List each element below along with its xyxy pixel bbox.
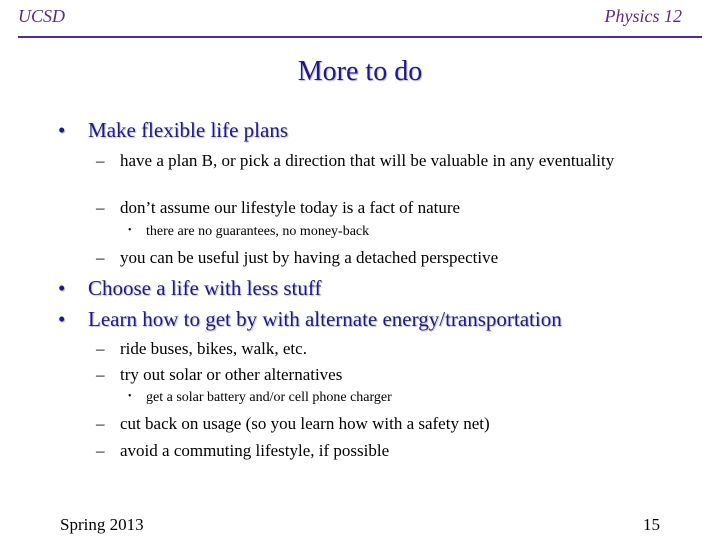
sub-bullet-text: avoid a commuting lifestyle, if possible bbox=[120, 441, 390, 460]
sub-bullet-text: try out solar or other alternatives bbox=[120, 365, 343, 384]
dash-mark: – bbox=[96, 365, 105, 384]
sub-bullet-item bbox=[96, 440, 616, 461]
sub-bullet-text: ride buses, bikes, walk, etc. bbox=[120, 339, 307, 358]
sub-bullet-item bbox=[96, 338, 616, 359]
slide-title: More to do bbox=[297, 56, 423, 87]
sub-sub-bullet-text: there are no guarantees, no money-back bbox=[146, 224, 370, 239]
sub-bullet-text: don’t assume our lifestyle today is a fact of nature bbox=[120, 198, 461, 217]
sub-bullet-item bbox=[96, 197, 616, 218]
sub-bullet-text: you can be useful just by having a detached perspective bbox=[120, 248, 499, 267]
sub-sub-bullet-item bbox=[128, 224, 369, 240]
bullet-mark: • bbox=[58, 307, 66, 331]
small-bullet-mark: • bbox=[128, 225, 132, 236]
dash-mark: – bbox=[96, 248, 105, 267]
bullet-item bbox=[58, 276, 322, 301]
bullet-text: Choose a life with less stuff bbox=[88, 276, 322, 300]
sub-bullet-text: have a plan B, or pick a direction that will be valuable in any eventuality bbox=[120, 151, 615, 170]
dash-mark: – bbox=[96, 151, 105, 170]
dash-mark: – bbox=[96, 441, 105, 460]
slide-number: 15 bbox=[643, 515, 660, 534]
sub-bullet-item bbox=[96, 247, 616, 268]
dash-mark: – bbox=[96, 198, 105, 217]
course-number: Physics 12 bbox=[604, 6, 682, 26]
bullet-item bbox=[58, 118, 288, 143]
bullet-item bbox=[58, 307, 562, 332]
course-label: UCSD bbox=[18, 6, 66, 26]
bullet-mark: • bbox=[58, 276, 66, 300]
sub-sub-bullet-item bbox=[128, 390, 392, 406]
bullet-text: Make flexible life plans bbox=[88, 118, 289, 142]
sub-bullet-item bbox=[96, 413, 616, 434]
sub-bullet-item bbox=[96, 150, 616, 171]
term-label: Spring 2013 bbox=[60, 515, 144, 534]
small-bullet-mark: • bbox=[128, 391, 132, 402]
sub-bullet-text: cut back on usage (so you learn how with a safety net) bbox=[120, 414, 490, 433]
bullet-text: Learn how to get by with alternate energy/transportation bbox=[88, 307, 562, 331]
bullet-mark: • bbox=[58, 118, 66, 142]
sub-bullet-item bbox=[96, 364, 616, 385]
dash-mark: – bbox=[96, 414, 105, 433]
sub-sub-bullet-text: get a solar battery and/or cell phone charger bbox=[146, 390, 392, 405]
dash-mark: – bbox=[96, 339, 105, 358]
